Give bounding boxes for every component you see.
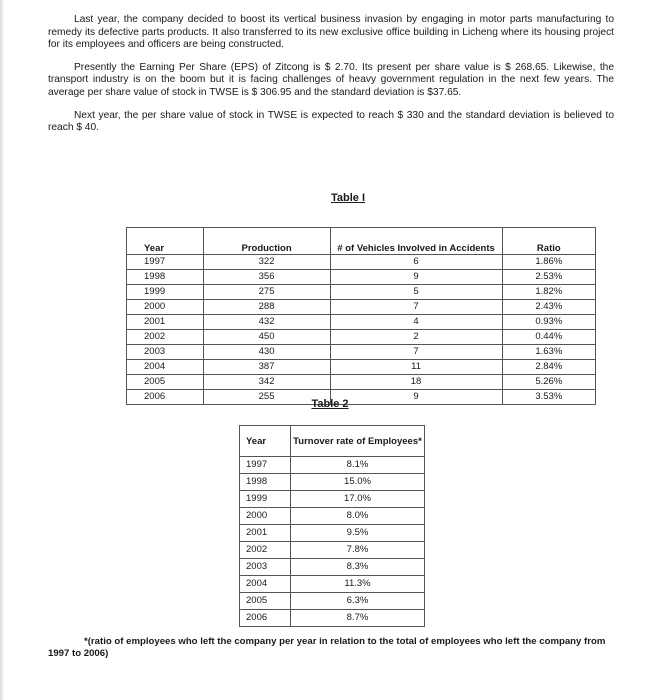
table-1-header-year: Year (127, 228, 204, 255)
table-1-cell-production: 275 (203, 285, 330, 300)
table-2-cell-turnover: 8.1% (291, 457, 425, 474)
table-1-cell-year: 2005 (127, 375, 204, 390)
table-2-cell-year: 1997 (240, 457, 291, 474)
table-1-cell-production: 450 (203, 330, 330, 345)
table-1-header-row (127, 228, 596, 255)
table-1-cell-year: 2004 (127, 360, 204, 375)
table-1-cell-year: 1997 (127, 255, 204, 270)
table-1-cell-year: 2002 (127, 330, 204, 345)
document-page (48, 14, 614, 659)
table-2-cell-year: 2004 (240, 576, 291, 593)
table-1-cell-ratio: 1.82% (502, 285, 595, 300)
table-2-cell-turnover: 9.5% (291, 525, 425, 542)
table-1-cell-vehicles: 7 (330, 300, 502, 315)
table-row (240, 610, 425, 627)
table-2-cell-year: 2003 (240, 559, 291, 576)
table-row (127, 255, 596, 270)
table-2 (239, 425, 425, 627)
table-2-cell-turnover: 17.0% (291, 491, 425, 508)
table-1-cell-year: 1999 (127, 285, 204, 300)
table-1-cell-ratio: 1.63% (502, 345, 595, 360)
table-1-cell-ratio: 0.44% (502, 330, 595, 345)
table-1-cell-ratio: 0.93% (502, 315, 595, 330)
page-shadow-edge (0, 0, 4, 700)
table-2-cell-year: 1998 (240, 474, 291, 491)
table-1-cell-production: 432 (203, 315, 330, 330)
table-1-cell-production: 430 (203, 345, 330, 360)
table-row (127, 345, 596, 360)
table-1-cell-production: 342 (203, 375, 330, 390)
table-row (127, 375, 596, 390)
table-1-cell-production: 356 (203, 270, 330, 285)
table-1-title: Table I (330, 192, 366, 204)
paragraph-1: Last year, the company decided to boost its vertical business invasion by engaging in motor parts manufacturing to remedy its defective parts products. It also transferred to its new exclusive office building in Licheng where its housing project for its employees and officers are being constructed. (48, 14, 614, 51)
table-row (240, 559, 425, 576)
table-row (127, 300, 596, 315)
table-1-cell-vehicles: 18 (330, 375, 502, 390)
table-1-cell-vehicles: 6 (330, 255, 502, 270)
table-row (127, 315, 596, 330)
table-1-header-vehicles: # of Vehicles Involved in Accidents (330, 228, 502, 255)
table-row (240, 474, 425, 491)
table-row (127, 285, 596, 300)
table-row (240, 593, 425, 610)
table-2-body (240, 457, 425, 627)
table-1-header-ratio: Ratio (502, 228, 595, 255)
table-2-cell-year: 2000 (240, 508, 291, 525)
table-row (240, 525, 425, 542)
table-row (127, 330, 596, 345)
table-1-cell-ratio: 2.84% (502, 360, 595, 375)
table-1-cell-year: 2003 (127, 345, 204, 360)
table-2-cell-year: 1999 (240, 491, 291, 508)
table-1-cell-vehicles: 2 (330, 330, 502, 345)
table-2-cell-year: 2005 (240, 593, 291, 610)
table-2-cell-turnover: 6.3% (291, 593, 425, 610)
table-2-cell-turnover: 8.3% (291, 559, 425, 576)
footnote: *(ratio of employees who left the company per year in relation to the total of employees who left the company from 1997 to 2006) (48, 636, 606, 659)
table-1-cell-vehicles: 4 (330, 315, 502, 330)
table-1-cell-ratio: 3.53% (502, 390, 595, 405)
table-row (240, 508, 425, 525)
table-2-cell-year: 2006 (240, 610, 291, 627)
table-2-cell-turnover: 8.0% (291, 508, 425, 525)
table-2-cell-year: 2002 (240, 542, 291, 559)
table-1-body (127, 255, 596, 405)
table-2-cell-turnover: 7.8% (291, 542, 425, 559)
table-row (240, 542, 425, 559)
table-1-cell-ratio: 1.86% (502, 255, 595, 270)
table-1-cell-vehicles: 9 (330, 270, 502, 285)
paragraph-3: Next year, the per share value of stock in TWSE is expected to reach $ 330 and the standard deviation is believed to reach $ 40. (48, 109, 614, 134)
table-2-cell-turnover: 11.3% (291, 576, 425, 593)
table-2-cell-year: 2001 (240, 525, 291, 542)
table-1-cell-year: 2001 (127, 315, 204, 330)
table-1-cell-ratio: 5.26% (502, 375, 595, 390)
table-1-cell-vehicles: 7 (330, 345, 502, 360)
table-1-cell-ratio: 2.53% (502, 270, 595, 285)
table-1-header-production: Production (203, 228, 330, 255)
table-1-cell-year: 2000 (127, 300, 204, 315)
paragraph-2: Presently the Earning Per Share (EPS) of Zitcong is $ 2.70. Its present per share value is $ 268.65. Likewise, the transport industry is on the boom but it is facing challenges of heavy government regulation in the next few years. The average per share value of stock in TWSE is $ 306.95 and the standard deviation is $37.65. (48, 61, 614, 98)
table-1 (126, 227, 596, 405)
table-1-cell-production: 288 (203, 300, 330, 315)
table-row (240, 576, 425, 593)
table-1-cell-vehicles: 11 (330, 360, 502, 375)
table-1-cell-year: 2006 (127, 390, 204, 405)
table-1-cell-year: 1998 (127, 270, 204, 285)
table-1-cell-ratio: 2.43% (502, 300, 595, 315)
table-row (127, 270, 596, 285)
table-1-cell-production: 322 (203, 255, 330, 270)
table-row (127, 360, 596, 375)
table-1-cell-vehicles: 9 (330, 390, 502, 405)
table-2-header-turnover: Turnover rate of Employees* (291, 426, 425, 457)
table-2-title: Table 2 (311, 398, 349, 410)
table-1-cell-vehicles: 5 (330, 285, 502, 300)
table-row (240, 491, 425, 508)
table-1-cell-production: 387 (203, 360, 330, 375)
table-2-cell-turnover: 15.0% (291, 474, 425, 491)
table-2-cell-turnover: 8.7% (291, 610, 425, 627)
table-row (240, 457, 425, 474)
table-1-cell-production: 255 (203, 390, 330, 405)
table-2-header-row (240, 426, 425, 457)
table-2-header-year: Year (240, 426, 291, 457)
